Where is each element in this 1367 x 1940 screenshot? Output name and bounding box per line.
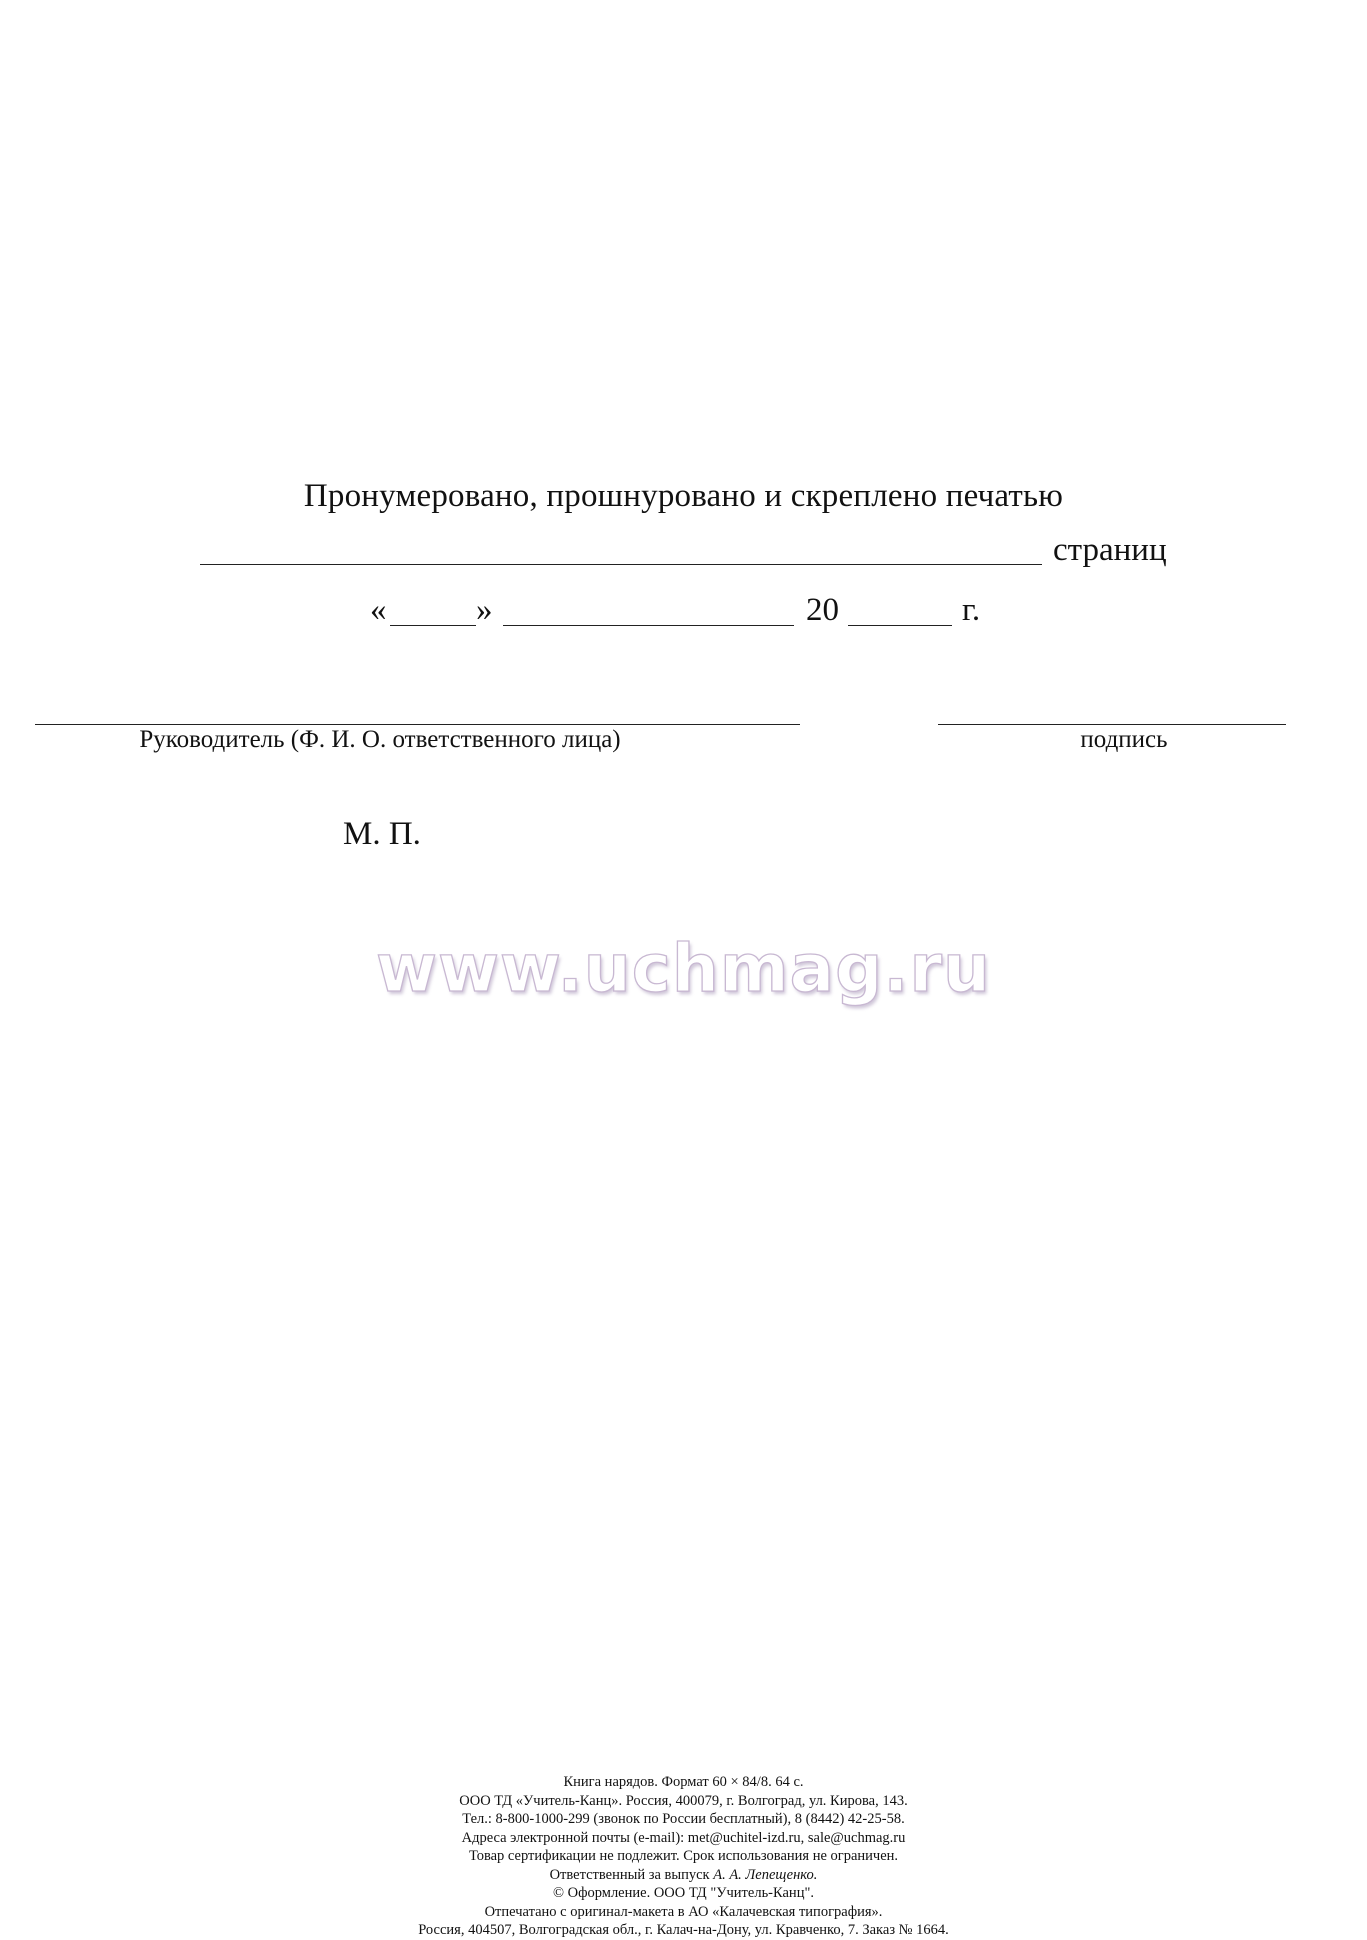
head-name-field[interactable]	[35, 724, 800, 725]
signature-field[interactable]	[938, 724, 1286, 725]
imprint-line-printed: Отпечатано с оригинал-макета в АО «Калачевская типография».	[484, 1903, 883, 1920]
responsible-prefix: Ответственный за выпуск	[549, 1866, 714, 1883]
day-field[interactable]	[390, 625, 476, 626]
imprint-line-format: Книга нарядов. Формат 60 × 84/8. 64 с.	[563, 1774, 804, 1790]
quote-close: »	[476, 592, 493, 628]
imprint-line-address: Россия, 404507, Волгоградская обл., г. Калач-на-Дону, ул. Кравченко, 7. Заказ № 1664.	[418, 1922, 949, 1938]
imprint-line-publisher: ООО ТД «Учитель-Канц». Россия, 400079, г. Волгоград, ул. Кирова, 143.	[459, 1792, 908, 1809]
imprint-line-phone: Тел.: 8-800-1000-299 (звонок по России бесплатный), 8 (8442) 42-25-58.	[462, 1811, 905, 1827]
certification-statement: Пронумеровано, прошнуровано и скреплено печатью	[303, 478, 1064, 514]
imprint-block	[0, 1773, 1367, 1940]
imprint-line-responsible	[0, 1866, 1367, 1885]
pages-count-field[interactable]	[200, 564, 1042, 565]
pages-count-row	[200, 530, 1180, 570]
year-suffix: г.	[962, 592, 981, 628]
responsible-name: А. А. Лепещенко.	[713, 1866, 818, 1883]
head-caption: Руководитель (Ф. И. О. ответственного лица)	[139, 726, 621, 753]
signature-caption: подпись	[1080, 726, 1168, 753]
century-label: 20	[806, 592, 839, 628]
quote-open: «	[370, 592, 387, 628]
date-row	[0, 592, 1367, 642]
imprint-line-design: © Оформление. ООО ТД "Учитель-Канц".	[552, 1885, 814, 1901]
year-field[interactable]	[848, 625, 952, 626]
imprint-line-certification: Товар сертификации не подлежит. Срок использования не ограничен.	[468, 1848, 899, 1864]
pages-word: страниц	[1053, 532, 1167, 568]
watermark: www.uchmag.ru	[375, 930, 992, 1007]
imprint-line-email: Адреса электронной почты (e-mail): met@uchitel-izd.ru, sale@uchmag.ru	[461, 1829, 906, 1846]
stamp-place-label: М. П.	[343, 816, 421, 852]
month-field[interactable]	[503, 625, 794, 626]
